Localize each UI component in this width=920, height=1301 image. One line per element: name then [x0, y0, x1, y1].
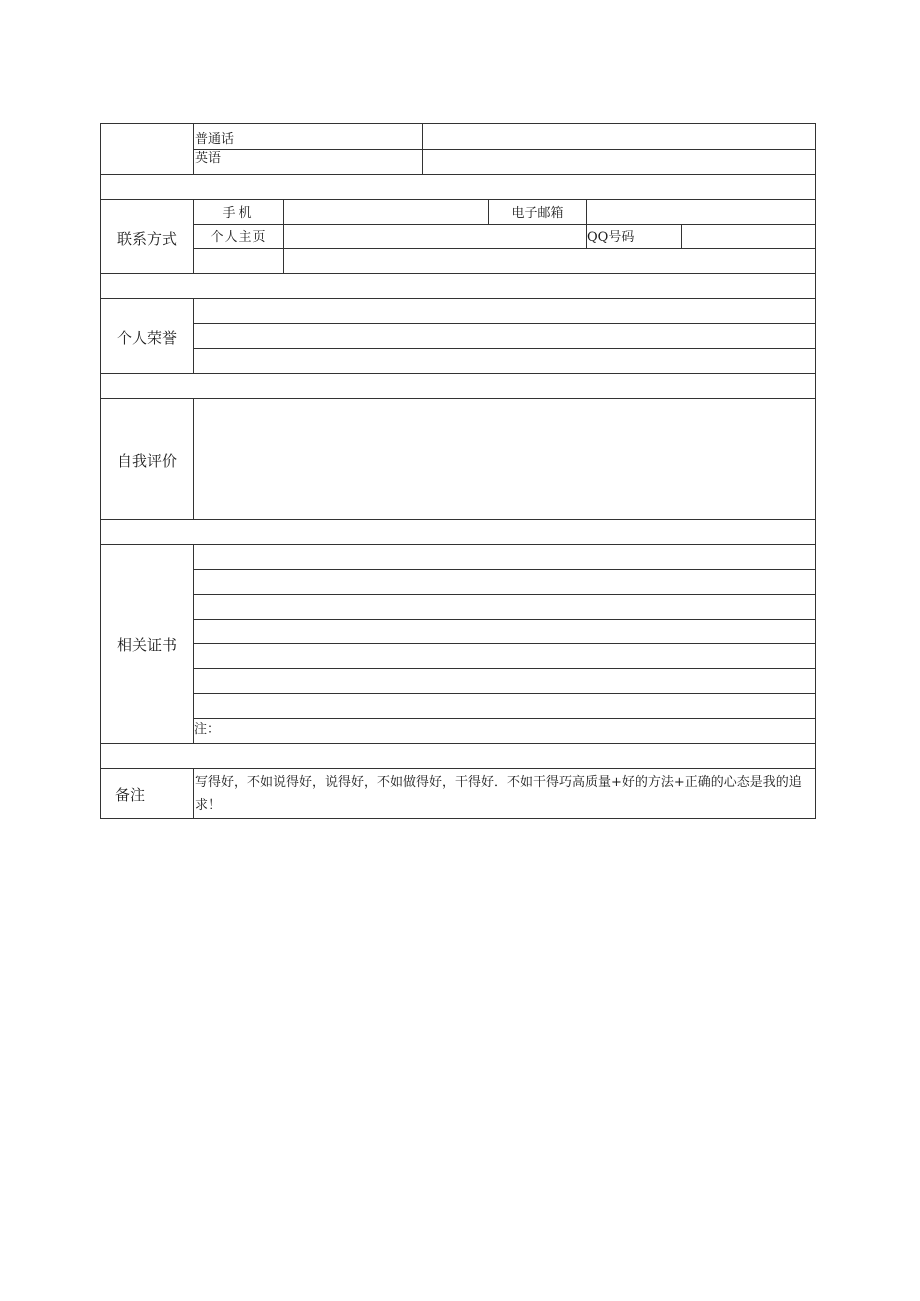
- certificate-row-divider: [193, 594, 816, 595]
- certificate-row-divider: [193, 718, 816, 719]
- certificate-row-divider: [193, 668, 816, 669]
- homepage-value-cell[interactable]: [284, 225, 586, 248]
- table-border-bottom: [100, 818, 816, 819]
- certificate-row-divider: [193, 569, 816, 570]
- self-evaluation-text-area[interactable]: [194, 399, 815, 519]
- honors-entry-cell[interactable]: [194, 324, 815, 348]
- mandarin-label: 普通话: [195, 132, 235, 147]
- mandarin-value-cell[interactable]: [423, 124, 815, 149]
- email-value-cell[interactable]: [587, 200, 815, 224]
- row-divider: [100, 519, 816, 520]
- table-border-left: [100, 123, 101, 819]
- honors-section-title: 个人荣誉: [116, 329, 177, 347]
- mobile-value-cell[interactable]: [284, 200, 488, 224]
- label-column-divider: [193, 544, 194, 744]
- honors-entry-cell[interactable]: [194, 299, 815, 323]
- honors-entry-cell[interactable]: [194, 349, 815, 373]
- english-value-cell[interactable]: [423, 150, 815, 174]
- qq-label: QQ号码: [587, 230, 635, 245]
- row-divider: [100, 174, 816, 175]
- email-label: 电子邮箱: [511, 206, 564, 221]
- certificate-row-divider: [193, 693, 816, 694]
- remarks-section-title: 备注: [114, 786, 145, 804]
- extra-contact-value-cell[interactable]: [284, 249, 815, 273]
- certificates-note-label: 注：: [194, 722, 221, 737]
- certificates-section-title: 相关证书: [116, 636, 177, 654]
- homepage-label: 个人主页: [210, 230, 267, 245]
- label-column-divider: [193, 768, 194, 819]
- mobile-label: 手机: [222, 206, 255, 221]
- english-label: 英语: [195, 151, 222, 166]
- table-border-right: [815, 123, 816, 819]
- row-divider: [100, 373, 816, 374]
- self-evaluation-section-title: 自我评价: [116, 452, 177, 470]
- qq-value-cell[interactable]: [682, 225, 815, 248]
- row-divider: [100, 743, 816, 744]
- row-divider: [100, 544, 816, 545]
- certificate-row-divider: [193, 619, 816, 620]
- remarks-text: 写得好，不如说得好，说得好，不如做得好，干得好．不如干得巧高质量+好的方法+正确的心态是我的追求！: [195, 775, 802, 813]
- row-divider: [100, 273, 816, 274]
- certificate-row-divider: [193, 643, 816, 644]
- contact-section-title: 联系方式: [116, 230, 177, 248]
- row-divider: [100, 768, 816, 769]
